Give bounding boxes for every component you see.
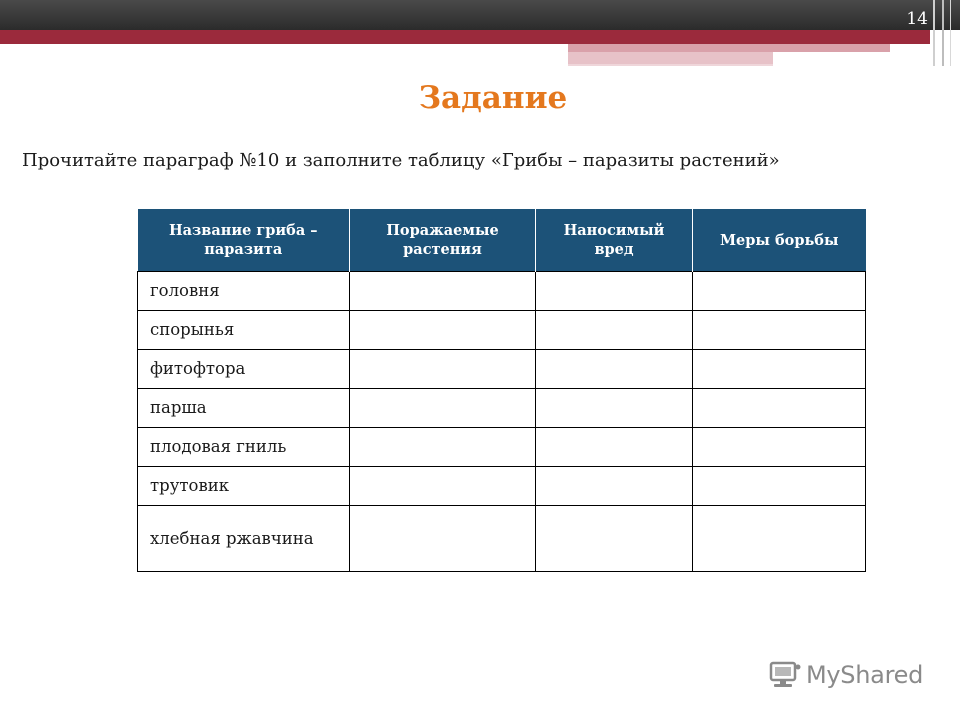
header-fungus-name: Название гриба – паразита: [138, 209, 350, 272]
table-row: [138, 389, 866, 428]
table-cell-empty[interactable]: [350, 428, 536, 467]
table-cell-empty[interactable]: [350, 389, 536, 428]
top-accent-line: [568, 64, 773, 66]
table-cell-empty[interactable]: [536, 467, 693, 506]
slide-title: Задание: [418, 80, 568, 116]
table-row: [138, 428, 866, 467]
table-cell-empty[interactable]: [536, 311, 693, 350]
table-row: [138, 506, 866, 572]
fungi-parasites-table: [137, 209, 866, 572]
myshared-watermark: [768, 657, 923, 693]
table-cell-fungus: спорынья: [138, 311, 350, 350]
table-cell-empty[interactable]: [693, 311, 866, 350]
task-instruction: Прочитайте параграф №10 и заполните таблицу «Грибы – паразиты растений»: [22, 150, 780, 171]
table-cell-empty[interactable]: [536, 350, 693, 389]
decorative-vertical-line: [933, 0, 935, 66]
table-cell-empty[interactable]: [536, 389, 693, 428]
header-control-measures: Меры борьбы: [693, 209, 866, 272]
decorative-vertical-line: [950, 0, 951, 66]
slide-number: 14: [906, 9, 928, 29]
table-cell-fungus: хлебная ржавчина: [138, 506, 350, 572]
table-cell-empty[interactable]: [693, 428, 866, 467]
top-accent-stripe-lighter: [568, 52, 773, 64]
table-cell-fungus: трутовик: [138, 467, 350, 506]
table-cell-empty[interactable]: [693, 506, 866, 572]
table-row: [138, 311, 866, 350]
table-cell-empty[interactable]: [536, 506, 693, 572]
table-cell-empty[interactable]: [693, 389, 866, 428]
table-row: [138, 272, 866, 311]
table-row: [138, 467, 866, 506]
table-cell-fungus: фитофтора: [138, 350, 350, 389]
header-affected-plants: Поражаемые растения: [350, 209, 536, 272]
table-cell-empty[interactable]: [536, 272, 693, 311]
myshared-logo-icon: [768, 660, 802, 690]
table-cell-empty[interactable]: [350, 311, 536, 350]
header-damage: Наносимый вред: [536, 209, 693, 272]
table-cell-empty[interactable]: [693, 272, 866, 311]
top-decorative-bar: [0, 0, 960, 30]
top-accent-stripe-light: [568, 44, 890, 52]
table-cell-empty[interactable]: [350, 350, 536, 389]
table-cell-empty[interactable]: [350, 272, 536, 311]
table-cell-empty[interactable]: [350, 506, 536, 572]
table-cell-empty[interactable]: [536, 428, 693, 467]
table-cell-empty[interactable]: [693, 350, 866, 389]
table-cell-fungus: головня: [138, 272, 350, 311]
watermark-text: MyShared: [806, 661, 924, 689]
table-cell-fungus: плодовая гниль: [138, 428, 350, 467]
table-row: [138, 350, 866, 389]
decorative-vertical-line: [942, 0, 944, 66]
table-cell-empty[interactable]: [350, 467, 536, 506]
table-cell-fungus: парша: [138, 389, 350, 428]
table-header-row: [138, 209, 866, 272]
table-cell-empty[interactable]: [693, 467, 866, 506]
top-accent-stripe: [0, 30, 930, 44]
